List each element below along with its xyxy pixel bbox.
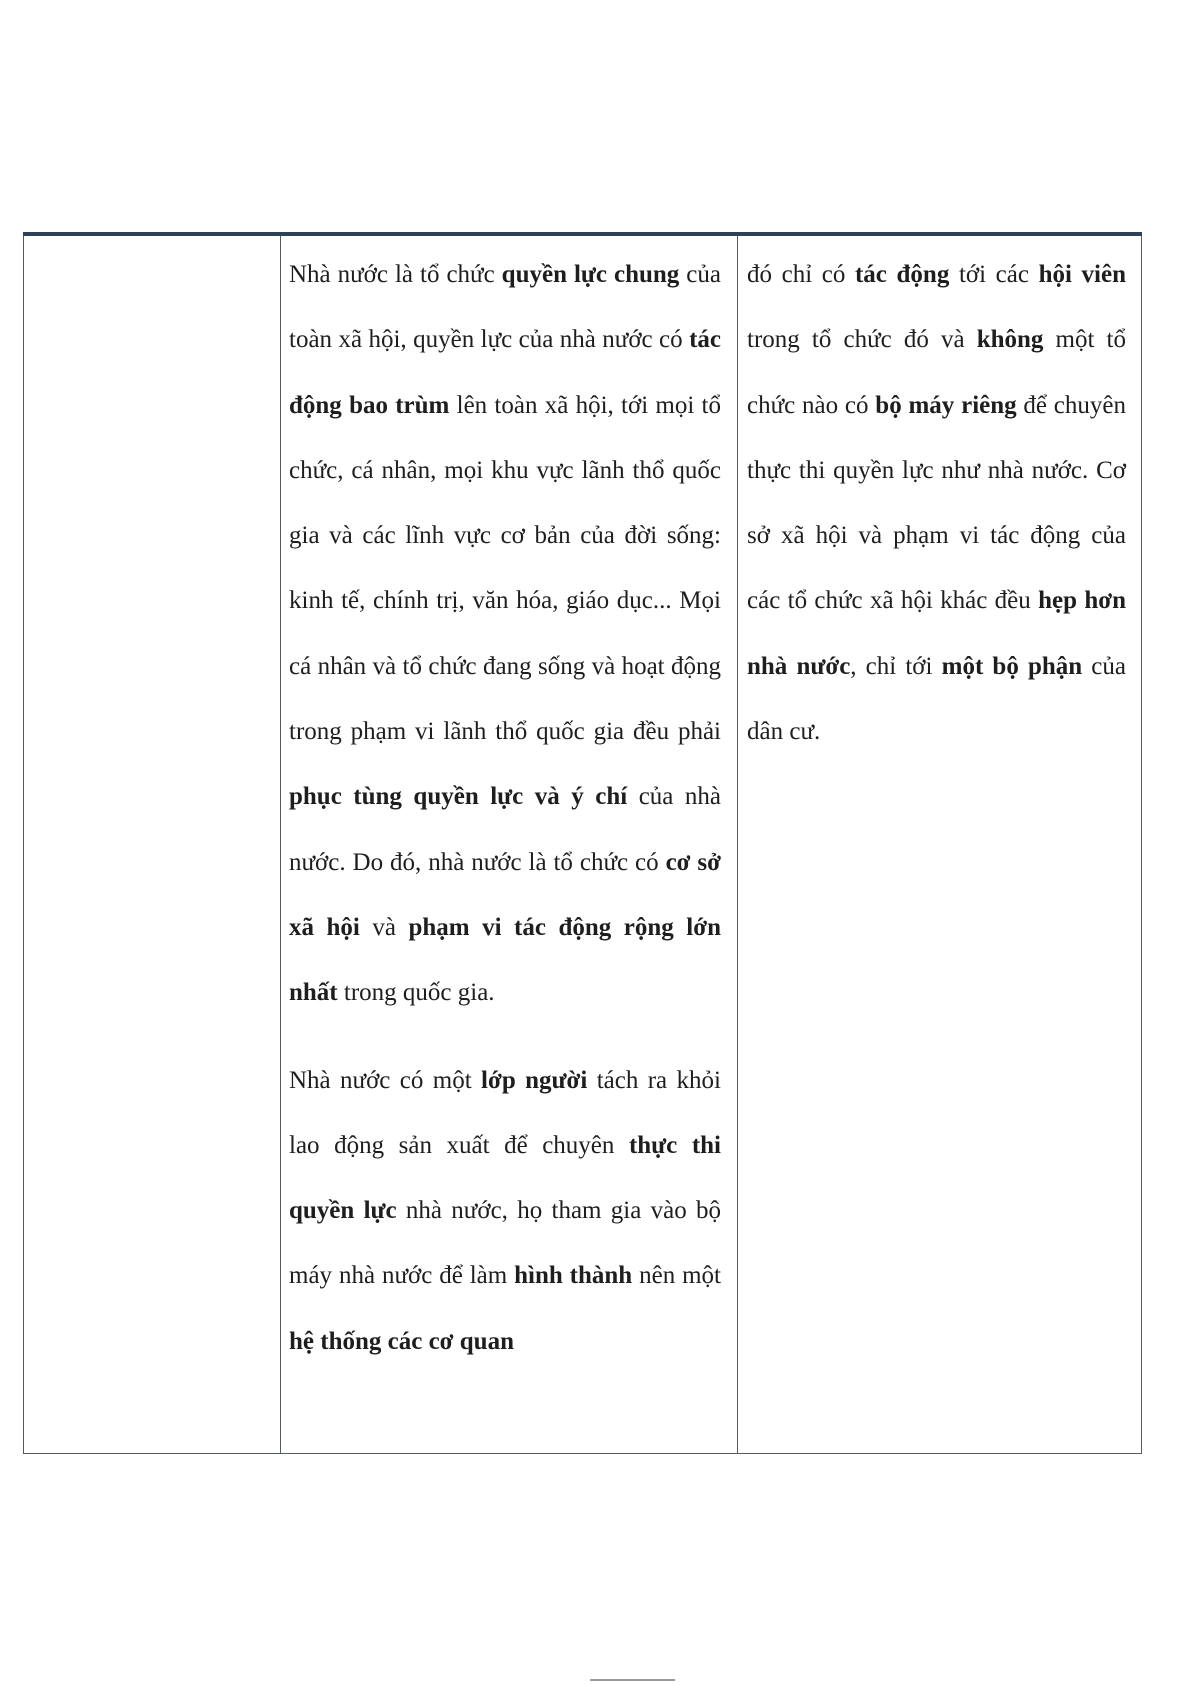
bold-run: hệ thống các cơ quan (289, 1327, 514, 1355)
bold-run: hội viên (1038, 261, 1127, 288)
text-run: đó chỉ có (747, 261, 855, 288)
bold-run: hẹp hơn nhà nước (747, 587, 1126, 680)
text-run: một tổ chức nào có (747, 326, 1126, 419)
table-cell-col2 (281, 234, 738, 1454)
text-run: nhà nước, họ tham gia vào bộ máy nhà nước để làm (289, 1197, 721, 1290)
bold-run: quyền lực chung (501, 261, 680, 288)
page-footer-mark (590, 1679, 675, 1681)
text-run: của nhà nước. Do đó, nhà nước là tổ chức có (289, 783, 721, 876)
bold-run: phạm vi tác động rộng lớn nhất (289, 913, 721, 1007)
bold-run: cơ sở xã hội (289, 848, 721, 941)
bold-run: tác động (854, 261, 950, 288)
cell-col1-text (24, 236, 280, 242)
bold-run: hình thành (514, 1262, 633, 1290)
text-run: và (359, 913, 409, 941)
col2-paragraph-2 (289, 1048, 721, 1374)
bold-run: tác động bao trùm (289, 326, 721, 419)
text-run: , chỉ tới (850, 652, 942, 680)
comparison-table (23, 232, 1142, 1454)
table-cell-col3 (738, 234, 1142, 1454)
bold-run: thực thi quyền lực (289, 1131, 721, 1225)
text-run: lên toàn xã hội, tới mọi tổ chức, cá nhân, mọi khu vực lãnh thổ quốc gia và các lĩnh vực cơ bản của đời sống: kinh tế, chính trị, văn hóa, giáo dục... Mọi cá nhân và tổ chức đang sống và hoạt động trong phạm vi lãnh thổ quốc gia đều phải (289, 391, 721, 746)
text-run: Nhà nước là tổ chức (289, 261, 502, 288)
text-run: trong tổ chức đó và (747, 326, 977, 354)
text-run: nên một (632, 1262, 721, 1290)
table-row (24, 234, 1142, 1454)
bold-run: phục tùng quyền lực và ý chí (289, 783, 628, 811)
text-run: để chuyên thực thi quyền lực như nhà nước. Cơ sở xã hội và phạm vi tác động của các tổ chức xã hội khác đều (747, 391, 1126, 615)
bold-run: lớp người (481, 1066, 588, 1094)
text-run: của toàn xã hội, quyền lực của nhà nước có (289, 261, 721, 354)
text-run: tách ra khỏi lao động sản xuất để chuyên (289, 1066, 721, 1159)
table-cell-col1 (24, 234, 281, 1454)
text-run: Nhà nước có một (289, 1066, 482, 1094)
text-run: tới các (949, 261, 1039, 288)
bold-run: bộ máy riêng (875, 391, 1017, 419)
bold-run: một bộ phận (941, 652, 1083, 680)
col2-paragraph-1 (289, 242, 721, 1026)
col3-paragraph-1 (747, 242, 1126, 764)
text-run: của dân cư. (747, 652, 1127, 746)
text-run: trong quốc gia. (337, 979, 495, 1007)
bold-run: không (976, 326, 1044, 354)
